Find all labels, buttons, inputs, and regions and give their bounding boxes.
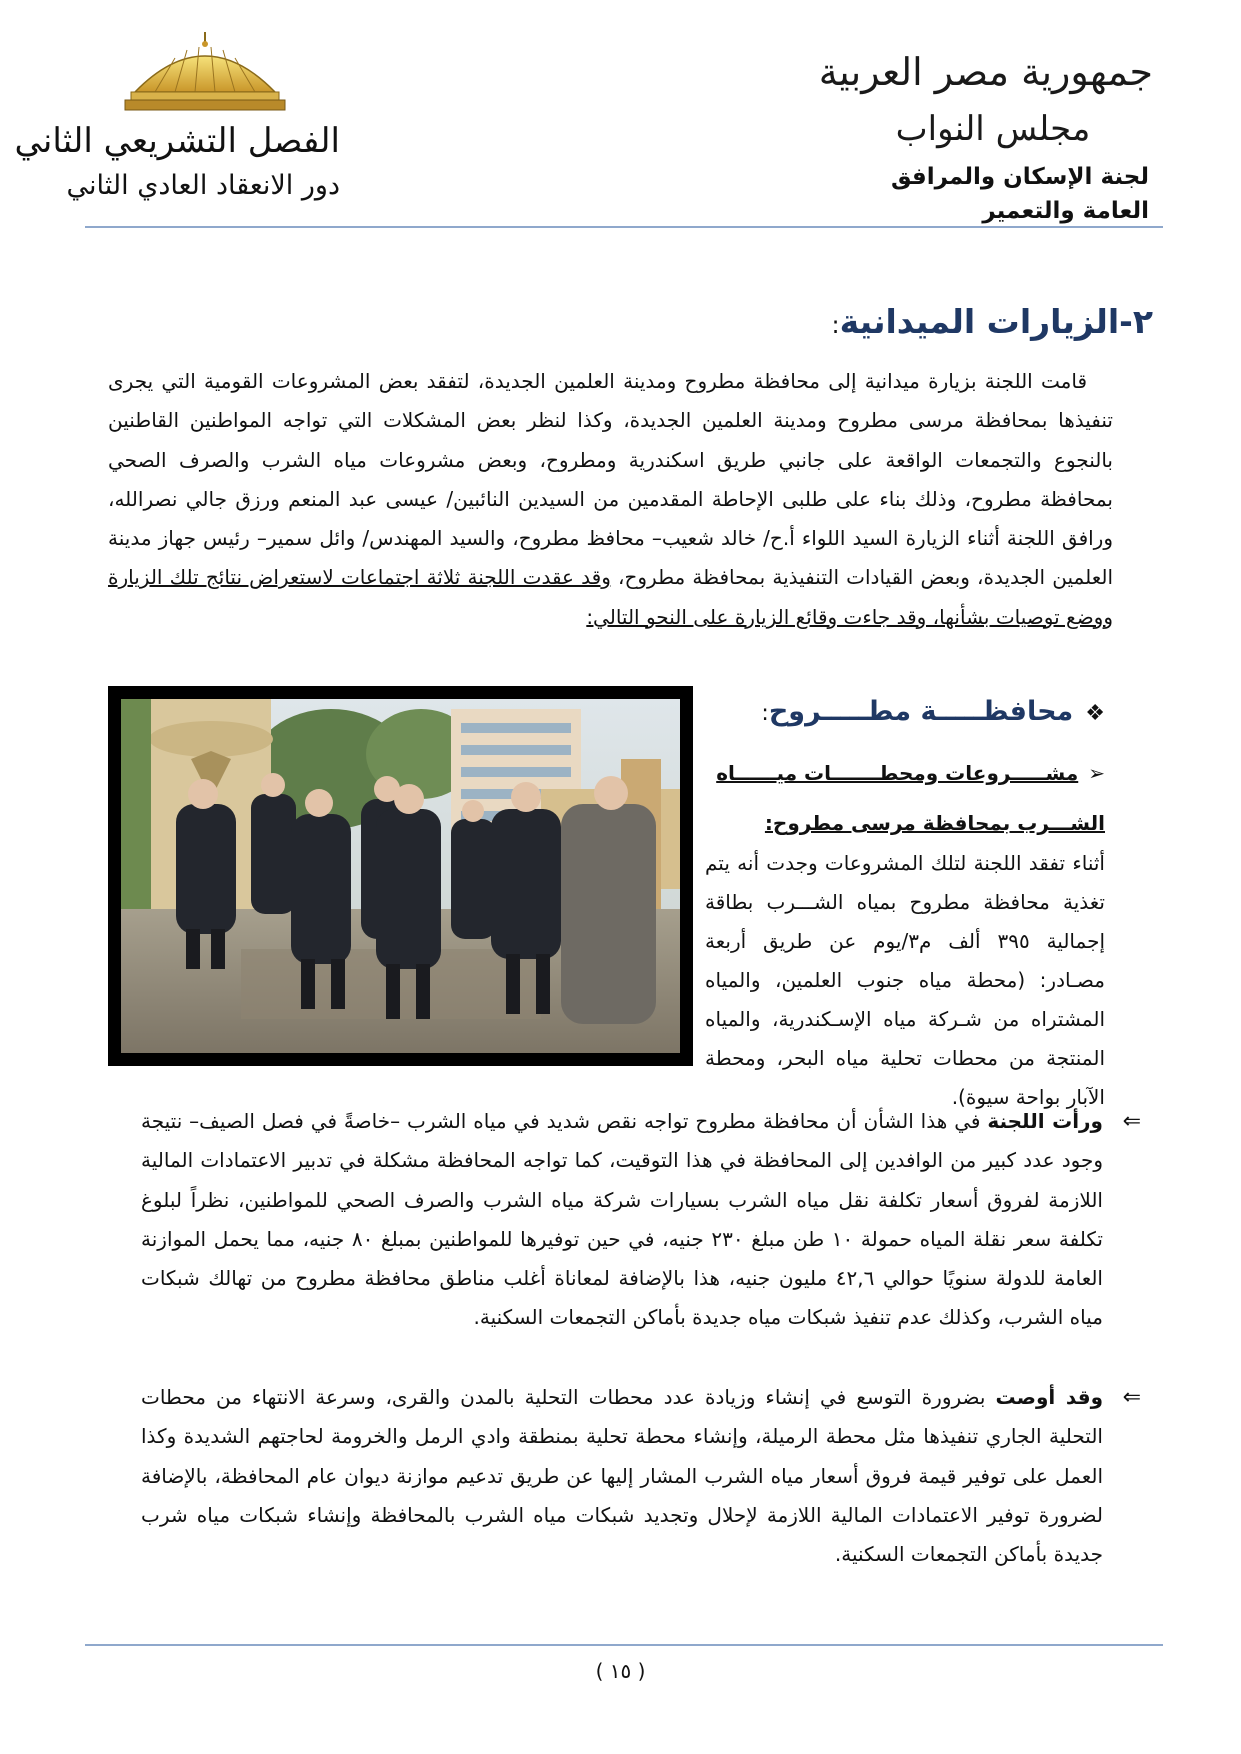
legislative-term: الفصل التشريعي الثاني (14, 121, 340, 161)
committee-name: لجنة الإسكان والمرافق العامة والتعمير (890, 164, 1149, 224)
governorate-colon: : (761, 701, 769, 726)
diamond-bullet-icon: ❖ (1085, 701, 1105, 726)
parliament-title: مجلس النواب (895, 109, 1091, 149)
recommendations-text: بضرورة التوسع في إنشاء وزيادة عدد محطات التحلية بالمدن والقرى، وسرعة الانتهاء من محطات التحلية الجاري تنفيذها مثل محطة الرميلة، وإنشاء محطة تحلية بمنطقة وادي الرمل والخرومة لحاجتهم الشديدة وكذا العمل على توفير قيمة فروق أسعار مياه الشرب المشار إليها عن طريق تدعيم موازنة ديوان عام المحافظة، بالإضافة لضرورة توفير الاعتمادات المالية اللازمة لإحلال وتجديد شبكات مياه الشرب بالمحافظة وإنشاء شبكات مياه شرب جديدة بأماكن التجمعات السكنية. (141, 1385, 1103, 1567)
water-supply-text: أثناء تفقد اللجنة لتلك المشروعات وجدت أنه يتم تغذية محافظة مطروح بمياه الشـــرب بطاقة إجمالية ٣٩٥ ألف م٣/يوم عن طريق أربعة مصـادر: (محطة مياه جنوب العلمين، والمياه المشتراه من شـركة مياه الإسـكندرية، والمياه المنتجة من محطات تحلية مياه البحر، ومحطة الآبار بواحة سيوة). (705, 851, 1105, 1109)
header-right (818, 44, 1153, 228)
intro-underlined-text: وقد عقدت اللجنة ثلاثة اجتماعات لاستعراض نتائج تلك الزيارة ووضع توصيات بشأنها، وقد جاءت وقائع الزيارة على النحو التالي: (108, 565, 1113, 629)
findings-text: في هذا الشأن أن محافظة مطروح تواجه نقص شديد في مياه الشرب –خاصةً في فصل الصيف– نتيجة وجود عدد كبير من الوافدين إلى المحافظة في هذا التوقيت، كما تواجه المحافظة مشكلة في تدبير الاعتمادات المالية اللازمة لفروق أسعار تكلفة نقل مياه الشرب بسيارات شركة مياه الشرب والصرف الصحي للمواطنين، نظراً لبلوغ تكلفة سعر نقلة المياه حمولة ١٠ طن مبلغ ٢٣٠ جنيه، في حين توفيرها للمواطنين بمبلغ ٨٠ جنيه، مما يحمل الموازنة العامة للدولة سنويًا حوالي ٤٢,٦ مليون جنيه، هذا بالإضافة لمعاناة أغلب مناطق محافظة مطروح من تهالك شبكات مياه الشرب، وكذلك عدم تنفيذ شبكات مياه جديدة بأماكن التجمعات السكنية. (141, 1109, 1103, 1330)
subheading-text: مشـــــروعات ومحطـــــــات ميــــــاه الشـــرب بمحافظة مرسى مطروح: (716, 761, 1105, 835)
session-name: دور الانعقاد العادي الثاني (66, 170, 340, 201)
double-arrow-icon: ⇐ (1122, 1109, 1141, 1134)
arrow-bullet-icon: ➢ (1088, 761, 1105, 785)
parliament-dome-icon (115, 30, 295, 114)
findings-block (141, 1102, 1141, 1338)
footer-rule (85, 1644, 1163, 1646)
visit-photo (108, 686, 693, 1066)
header-left-logo (14, 30, 340, 206)
intro-paragraph (108, 362, 1113, 637)
section-title-text: ٢-الزيارات الميدانية (839, 302, 1153, 341)
section-title (832, 300, 1153, 347)
recommendations-lead: وقد أوصت (995, 1385, 1104, 1409)
governorate-heading (761, 692, 1105, 734)
findings-lead: ورأت اللجنة (987, 1109, 1103, 1133)
page-number: ( ١٥ ) (595, 1659, 646, 1683)
water-projects-subheading (705, 748, 1105, 848)
intro-text: قامت اللجنة بزيارة ميدانية إلى محافظة مطروح ومدينة العلمين الجديدة، لتفقد بعض المشروعات القومية التي يجرى تنفيذها بمحافظة مرسى مطروح ومدينة العلمين الجديدة، وكذا لنظر بعض المشكلات التي تواجه المواطنين القاطنين بالنجوع والتجمعات الواقعة على جانبي طريق اسكندرية ومطروح، وبعض مشروعات مياه الشرب والصرف الصحي بمحافظة مطروح، وذلك بناء على طلبى الإحاطة المقدمين من السيدين النائبين/ عيسى عبد المنعم ورزق جالي نصرالله، ورافق اللجنة أثناء الزيارة السيد اللواء أ.ح/ خالد شعيب– محافظ مطروح، والسيد المهندس/ وائل سمير– رئيس جهاز مدينة العلمين الجديدة، وبعض القيادات التنفيذية بمحافظة مطروح، (108, 369, 1113, 590)
delegation-photo (121, 699, 680, 1053)
republic-title: جمهورية مصر العربية (818, 50, 1153, 94)
recommendations-block (141, 1378, 1141, 1574)
section-title-colon: : (831, 311, 840, 339)
double-arrow-icon: ⇐ (1122, 1385, 1141, 1410)
header-rule (85, 226, 1163, 228)
governorate-title: محافظـــــة مطـــــروح (768, 696, 1074, 727)
